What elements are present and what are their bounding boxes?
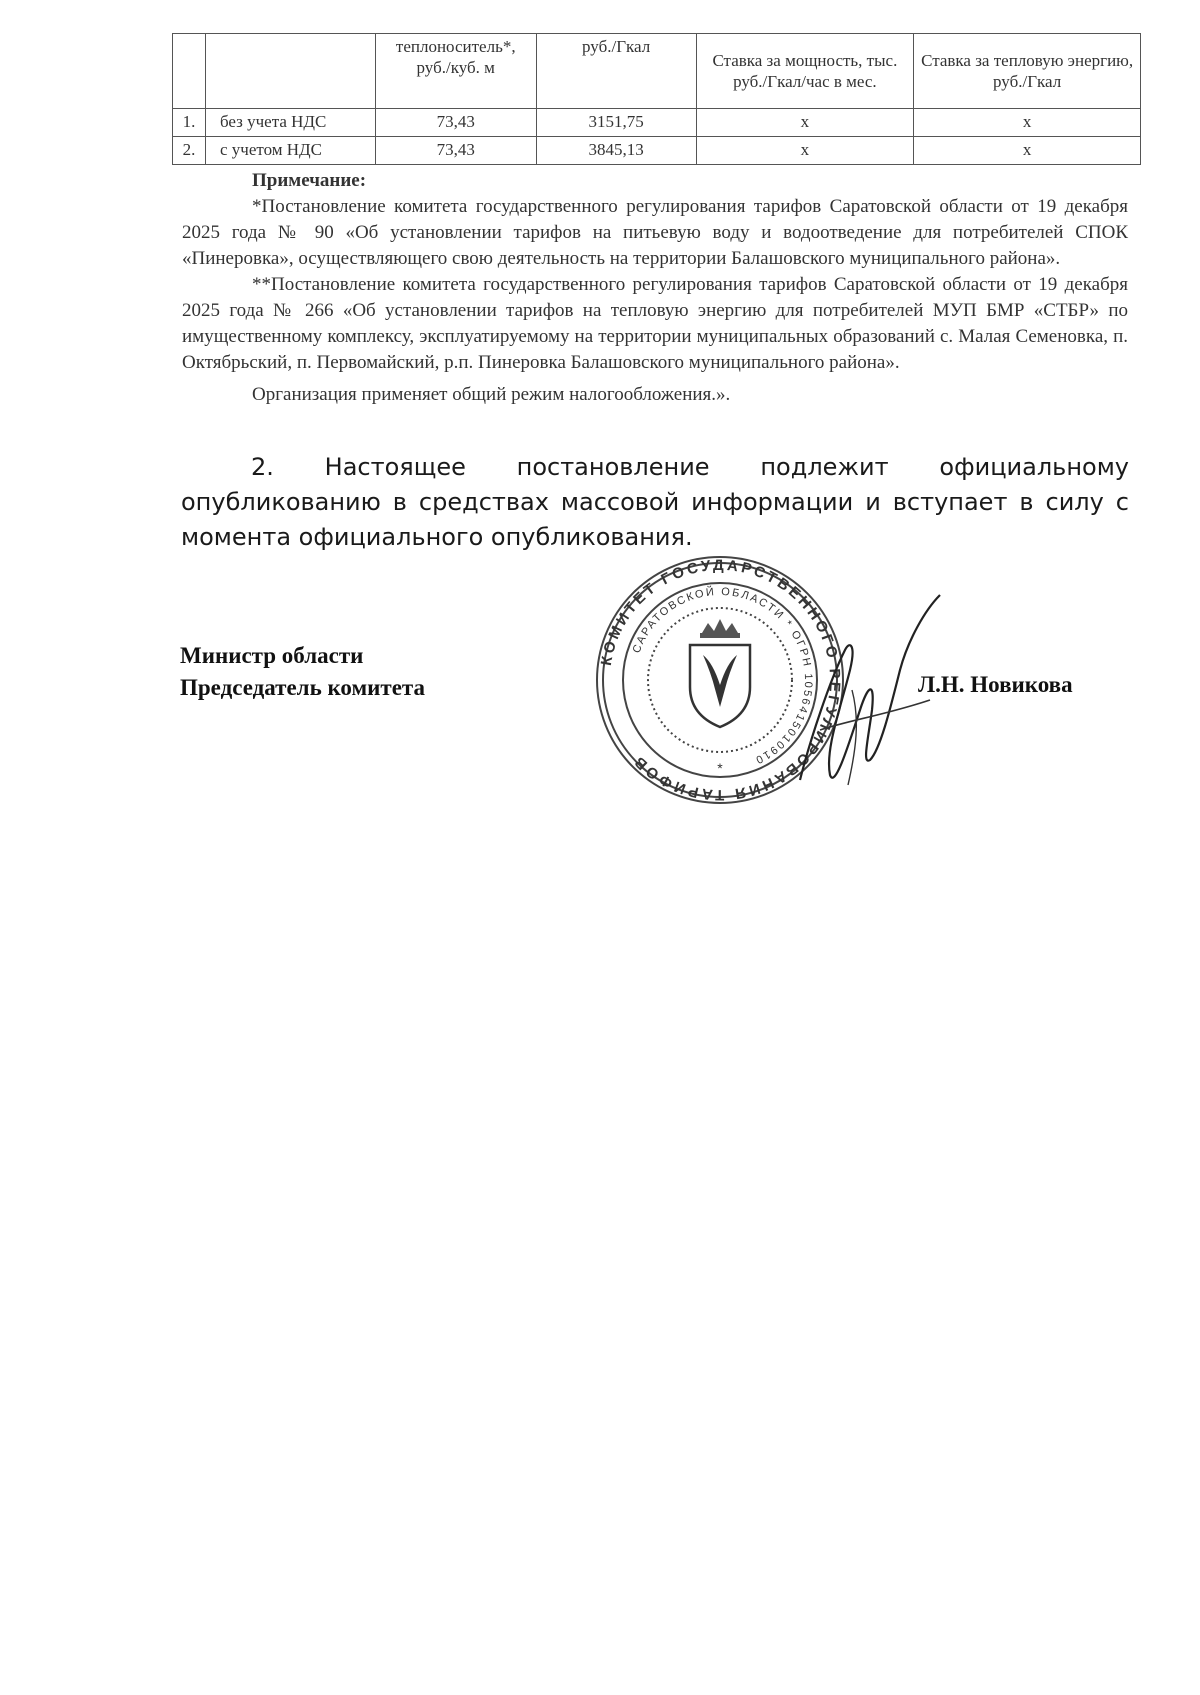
- signatory-title: [180, 640, 425, 704]
- row-capacity: x: [696, 109, 914, 137]
- header-cell-num: [173, 34, 206, 109]
- header-cell-coolant: теплоноситель*, руб./куб. м: [375, 34, 536, 109]
- notes-block: [182, 168, 1128, 408]
- row-capacity: x: [696, 137, 914, 165]
- seal-star: *: [717, 760, 723, 776]
- row-num: 1.: [173, 109, 206, 137]
- note-2: **Постановление комитета государственного регулирования тарифов Саратовской области от 19 декабря 2025 года № 266 «Об установлении тарифов на тепловую энергию для потребителей МУП БМР «СТБР» по имущественному комплексу, эксплуатируемому на территории муниципальных образований с. Малая Семеновка, п. Октябрьский, п. Первомайский, р.п. Пинеровка Балашовского муниципального района».: [182, 274, 1128, 373]
- row-coolant: 73,43: [375, 109, 536, 137]
- table-header-row: [173, 34, 1141, 109]
- table-row: [173, 137, 1141, 165]
- row-num: 2.: [173, 137, 206, 165]
- header-cell-name: [205, 34, 375, 109]
- row-energy: x: [914, 109, 1141, 137]
- table-row: [173, 109, 1141, 137]
- tariff-table: [172, 33, 1141, 165]
- row-name: без учета НДС: [205, 109, 375, 137]
- row-coolant: 73,43: [375, 137, 536, 165]
- signatory-title-line1: Министр области: [180, 643, 364, 668]
- signatory-name: Л.Н. Новикова: [918, 672, 1073, 697]
- note-1: *Постановление комитета государственного регулирования тарифов Саратовской области от 19 декабря 2025 года № 90 «Об установлении тарифов на питьевую воду и водоотведение для потребителей СПОК «Пинеровка», осуществляющего свою деятельность на территории Балашовского муниципального района».: [182, 196, 1128, 269]
- row-energy: x: [914, 137, 1141, 165]
- row-gcal: 3845,13: [536, 137, 696, 165]
- seal-middle-ring: [623, 583, 817, 777]
- seal-inner-text: САРАТОВСКОЙ ОБЛАСТИ * ОГРН 1056415010910: [630, 585, 815, 767]
- row-name: с учетом НДС: [205, 137, 375, 165]
- signatory-title-line2: Председатель комитета: [180, 675, 425, 700]
- header-cell-energy: Ставка за тепловую энергию, руб./Гкал: [914, 34, 1141, 109]
- row-gcal: 3151,75: [536, 109, 696, 137]
- header-cell-gcal: руб./Гкал: [536, 34, 696, 109]
- paragraph-2: 2. Настоящее постановление подлежит официальному опубликованию в средствах массовой информации и вступает в силу с момента официального опубликования.: [181, 453, 1129, 551]
- seal-outer-text: КОМИТЕТ ГОСУДАРСТВЕННОГО РЕГУЛИРОВАНИЯ ТАРИФОВ: [597, 556, 844, 804]
- tax-regime-note: Организация применяет общий режим налогообложения.».: [252, 384, 731, 405]
- coat-of-arms-icon: [690, 619, 750, 727]
- header-cell-capacity: Ставка за мощность, тыс. руб./Гкал/час в мес.: [696, 34, 914, 109]
- notes-title: Примечание:: [252, 170, 367, 191]
